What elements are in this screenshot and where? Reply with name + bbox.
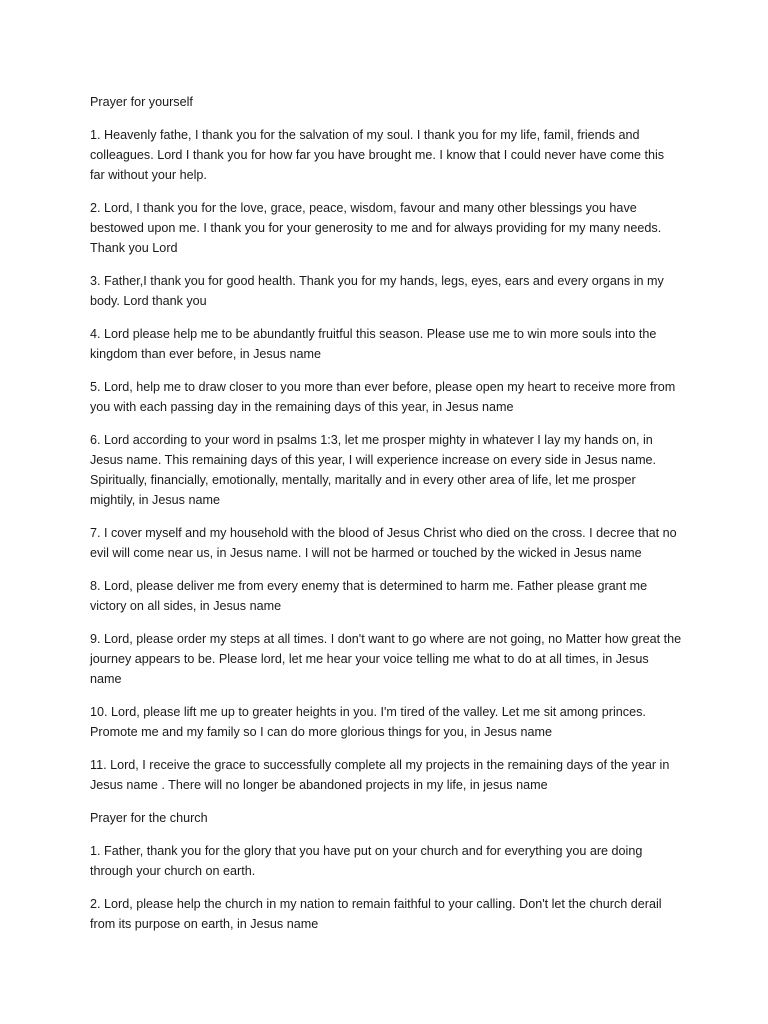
prayer-item-2: 2. Lord, I thank you for the love, grace, peace, wisdom, favour and many other blessings you have bestowed upon me. I thank you for your generosity to me and for always providing for my many needs. Thank you Lord	[90, 201, 662, 255]
prayer-item-6: 6. Lord according to your word in psalms 1:3, let me prosper mighty in whatever I lay my hands on, in Jesus name. This remaining days of this year, I will experience increase on every side in Jesus name. Spiritually, financially, emotionally, mentally, maritally and in every other area of life, let me prosper mightily, in Jesus name	[90, 433, 657, 507]
prayer-item-9: 9. Lord, please order my steps at all times. I don't want to go where are not going, no Matter how great the journey appears to be. Please lord, let me hear your voice telling me what to do at all times, in Jesus name	[90, 632, 682, 686]
prayer-item-7: 7. I cover myself and my household with the blood of Jesus Christ who died on the cross. I decree that no evil will come near us, in Jesus name. I will not be harmed or touched by the wicked in Jesus name	[90, 526, 677, 560]
document-body	[90, 92, 682, 947]
section-heading-church: Prayer for the church	[90, 811, 208, 825]
prayer-item-5: 5. Lord, help me to draw closer to you more than ever before, please open my heart to receive more from you with each passing day in the remaining days of this year, in Jesus name	[90, 380, 676, 414]
prayer-item-11: 11. Lord, I receive the grace to successfully complete all my projects in the remaining days of the year in Jesus name . There will no longer be abandoned projects in my life, in jesus name	[90, 758, 670, 792]
church-prayer-item-2: 2. Lord, please help the church in my nation to remain faithful to your calling. Don't let the church derail from its purpose on earth, in Jesus name	[90, 897, 662, 931]
church-prayer-item-1: 1. Father, thank you for the glory that you have put on your church and for everything you are doing through your church on earth.	[90, 844, 643, 878]
prayer-item-4: 4. Lord please help me to be abundantly fruitful this season. Please use me to win more souls into the kingdom than ever before, in Jesus name	[90, 327, 657, 361]
prayer-item-10: 10. Lord, please lift me up to greater heights in you. I'm tired of the valley. Let me sit among princes. Promote me and my family so I can do more glorious things for you, in Jesus name	[90, 705, 646, 739]
section-heading-yourself: Prayer for yourself	[90, 95, 193, 109]
prayer-item-3: 3. Father,I thank you for good health. Thank you for my hands, legs, eyes, ears and every organs in my body. Lord thank you	[90, 274, 664, 308]
prayer-item-8: 8. Lord, please deliver me from every enemy that is determined to harm me. Father please grant me victory on all sides, in Jesus name	[90, 579, 648, 613]
prayer-item-1: 1. Heavenly fathe, I thank you for the salvation of my soul. I thank you for my life, famil, friends and colleagues. Lord I thank you for how far you have brought me. I know that I could never have come this far without your help.	[90, 128, 665, 182]
